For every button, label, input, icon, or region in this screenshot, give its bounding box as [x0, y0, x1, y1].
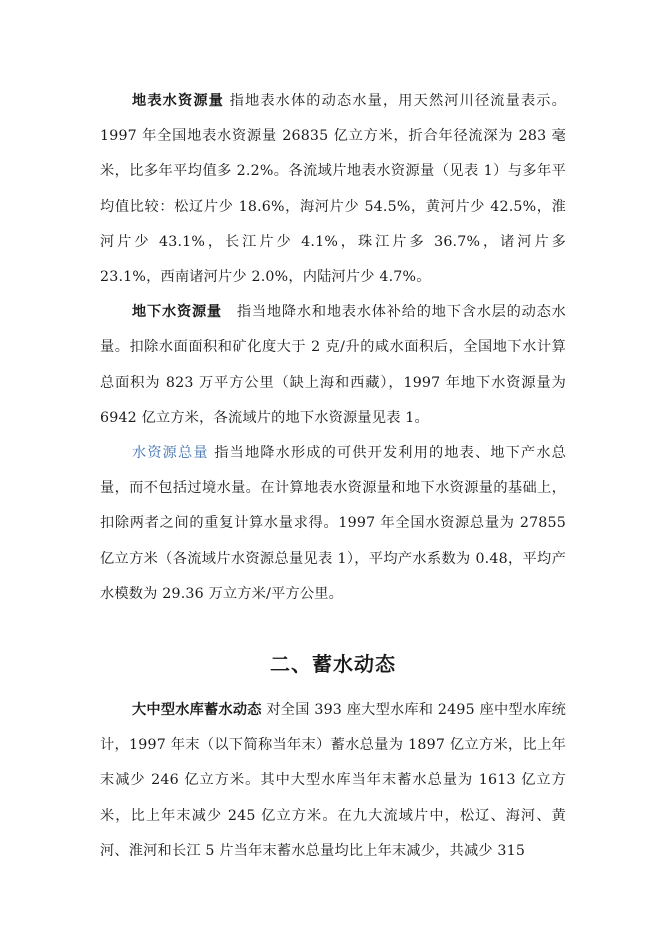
section-title: 二、蓄水动态 — [270, 652, 396, 677]
paragraph-groundwater — [100, 295, 566, 436]
paragraph-body: 指当地降水形成的可供开发利用的地表、地下产水总量，而不包括过境水量。在计算地表水资源量和地下水资源量的基础上，扣除两者之间的重复计算水量求得。1997 年全国水资源总量为 27855 亿立方米（各流域片水资源总量见表 1），平均产水系数为 0.48，平均产水模数为 29.36 万立方米/平方公里。 — [100, 445, 566, 602]
document-page — [100, 84, 566, 869]
term-groundwater: 地下水资源量 — [132, 304, 222, 321]
term-total-water-link[interactable]: 水资源总量 — [132, 445, 209, 462]
paragraph-reservoir-storage — [100, 693, 566, 869]
paragraph-body: 指当地降水和地表水体补给的地下含水层的动态水量。扣除水面面积和矿化度大于 2 克/升的咸水面积后，全国地下水计算总面积为 823 万平方公里（缺上海和西藏），1997 年地下水资源量为 6942 亿立方米，各流域片的地下水资源量见表 1。 — [100, 304, 566, 426]
term-surface-water: 地表水资源量 — [132, 93, 224, 109]
paragraph-body: 对全国 393 座大型水库和 2495 座中型水库统计，1997 年末（以下简称当年末）蓄水总量为 1897 亿立方米，比上年末减少 246 亿立方米。其中大型水库当年末蓄水总量为 1613 亿立方米，比上年末减少 245 亿立方米。在九大流域片中，松辽、海河、黄河、淮河和长江 5 片当年末蓄水总量均比上年末减少，共减少 315 — [100, 702, 566, 859]
term-reservoir-storage: 大中型水库蓄水动态 — [132, 702, 262, 719]
paragraph-surface-water — [100, 84, 566, 295]
paragraph-body: 指地表水体的动态水量，用天然河川径流量表示。1997 年全国地表水资源量 26835 亿立方米，折合年径流深为 283 毫米，比多年平均值多 2.2%。各流域片地表水资源量（见表 1）与多年平均值比较：松辽片少 18.6%，海河片少 54.5%，黄河片少 42.5%，淮河片少 43.1%，长江片少 4.1%，珠江片多 36.7%，诸河片多 23.1%，西南诸河片少 2.0%，内陆河片少 4.7%。 — [100, 93, 566, 286]
paragraph-total-water — [100, 436, 566, 612]
